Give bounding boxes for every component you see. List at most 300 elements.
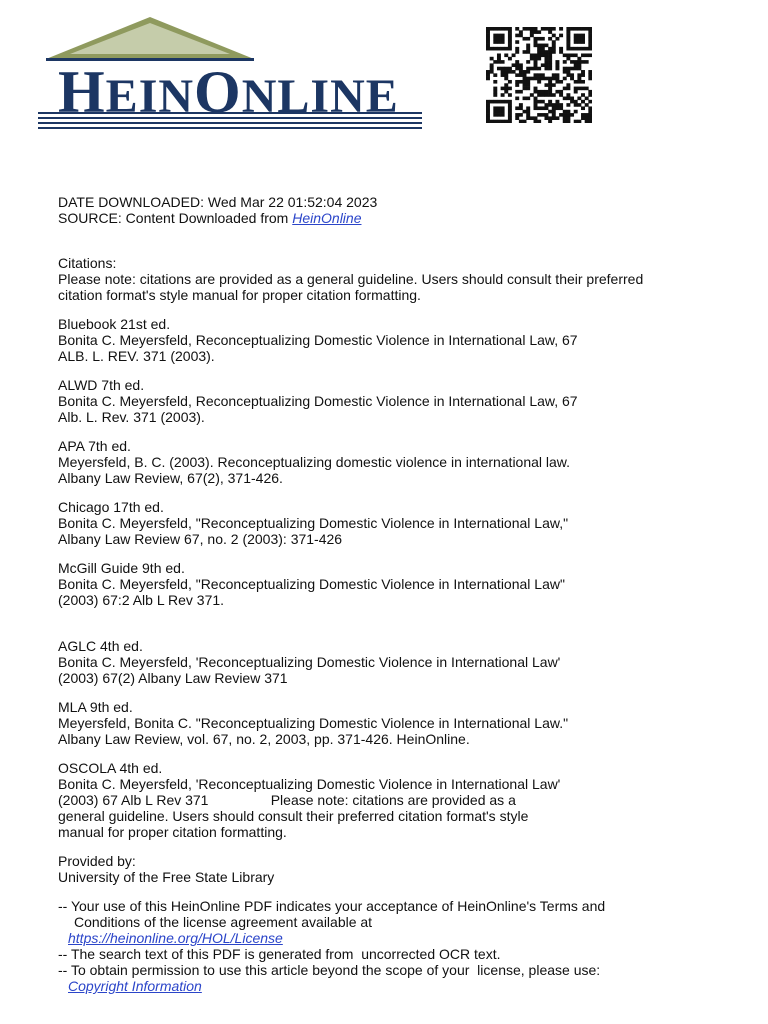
- citation-text: ALB. L. REV. 371 (2003).: [58, 348, 215, 364]
- qr-module: [504, 53, 508, 57]
- qr-module: [552, 77, 556, 81]
- qr-module: [504, 90, 508, 94]
- citation-alwd: [58, 377, 738, 425]
- qr-module: [581, 93, 585, 97]
- qr-module: [508, 80, 512, 84]
- citation-text: Bonita C. Meyersfeld, "Reconceptualizing Domestic Violence in International Law": [58, 576, 565, 592]
- qr-module: [585, 120, 589, 123]
- qr-module: [559, 106, 563, 110]
- qr-module: [570, 77, 574, 81]
- qr-module: [493, 37, 497, 41]
- qr-module: [497, 60, 501, 64]
- qr-module: [515, 80, 519, 84]
- qr-module: [559, 27, 563, 31]
- qr-module: [508, 106, 512, 110]
- qr-module: [585, 60, 589, 64]
- qr-module: [548, 47, 552, 51]
- citation-text: Albany Law Review 67, no. 2 (2003): 371-426: [58, 531, 343, 547]
- citation-text: (2003) 67:2 Alb L Rev 371.: [58, 592, 225, 608]
- citation-text: (2003) 67(2) Albany Law Review 371: [58, 670, 288, 686]
- qr-module: [504, 73, 508, 77]
- qr-module: [552, 93, 556, 97]
- qr-module: [497, 110, 501, 114]
- qr-module: [574, 60, 578, 64]
- qr-module: [541, 37, 545, 41]
- qr-module: [534, 67, 538, 71]
- qr-module: [548, 116, 552, 120]
- qr-module: [501, 73, 505, 77]
- qr-module: [534, 27, 538, 31]
- qr-module: [552, 50, 556, 54]
- qr-module: [519, 120, 523, 123]
- qr-module: [563, 53, 567, 57]
- qr-module: [501, 120, 505, 123]
- ocr-note: -- The search text of this PDF is generated from uncorrected OCR text.: [58, 946, 501, 962]
- qr-module: [490, 63, 494, 67]
- qr-module: [574, 53, 578, 57]
- qr-module: [574, 90, 578, 94]
- qr-module: [523, 80, 527, 84]
- qr-module: [544, 27, 548, 31]
- citation-style-name: Bluebook 21st ed.: [58, 316, 171, 332]
- qr-module: [486, 113, 490, 117]
- qr-module: [566, 87, 570, 91]
- qr-module: [577, 103, 581, 107]
- qr-module: [515, 73, 519, 77]
- qr-module: [534, 73, 538, 77]
- qr-module: [526, 44, 530, 48]
- qr-module: [486, 40, 490, 44]
- provided-by-label: Provided by:: [58, 853, 136, 869]
- qr-module: [581, 87, 585, 91]
- qr-module: [501, 40, 505, 44]
- qr-module: [555, 60, 559, 64]
- qr-module: [555, 100, 559, 104]
- qr-module: [523, 120, 527, 123]
- qr-module: [563, 113, 567, 117]
- qr-module: [559, 50, 563, 54]
- qr-module: [552, 40, 556, 44]
- qr-module: [588, 40, 592, 44]
- download-cover-sheet: [58, 194, 738, 994]
- qr-module: [581, 116, 585, 120]
- qr-module: [534, 77, 538, 81]
- qr-module: [574, 63, 578, 67]
- heinonline-link[interactable]: HeinOnline: [292, 210, 362, 226]
- qr-module: [508, 116, 512, 120]
- copyright-link-line: [58, 978, 738, 994]
- qr-module: [537, 47, 541, 51]
- citation-style-name: APA 7th ed.: [58, 438, 131, 454]
- qr-module: [526, 50, 530, 54]
- qr-module: [548, 110, 552, 114]
- citation-text: Bonita C. Meyersfeld, 'Reconceptualizing Domestic Violence in International Law': [58, 776, 561, 792]
- qr-module: [497, 57, 501, 61]
- qr-module: [523, 97, 527, 101]
- qr-module: [486, 100, 490, 104]
- qr-module: [523, 27, 527, 31]
- qr-module: [544, 53, 548, 57]
- citation-bluebook: [58, 316, 738, 364]
- qr-module: [544, 57, 548, 61]
- qr-module: [526, 113, 530, 117]
- qr-module: [519, 73, 523, 77]
- qr-module: [555, 80, 559, 84]
- qr-module: [530, 67, 534, 71]
- logo-letters-nline: NLINE: [241, 70, 399, 123]
- qr-module: [570, 67, 574, 71]
- qr-module: [563, 67, 567, 71]
- qr-module: [566, 120, 570, 123]
- license-link-line: [58, 930, 738, 946]
- qr-module: [508, 67, 512, 71]
- qr-module: [588, 34, 592, 38]
- qr-module: [566, 34, 570, 38]
- qr-module: [493, 34, 497, 38]
- qr-module: [486, 116, 490, 120]
- qr-module: [486, 73, 490, 77]
- qr-module: [515, 27, 519, 31]
- qr-module: [544, 113, 548, 117]
- qr-code: [486, 27, 592, 123]
- qr-module: [544, 116, 548, 120]
- qr-module: [585, 53, 589, 57]
- citation-text: Albany Law Review, vol. 67, no. 2, 2003, pp. 371-426. HeinOnline.: [58, 731, 470, 747]
- qr-module: [577, 47, 581, 51]
- qr-module: [548, 100, 552, 104]
- qr-module: [574, 87, 578, 91]
- qr-module: [537, 53, 541, 57]
- qr-module: [588, 120, 592, 123]
- qr-module: [566, 113, 570, 117]
- qr-module: [581, 100, 585, 104]
- qr-module: [526, 116, 530, 120]
- qr-module: [566, 116, 570, 120]
- qr-module: [570, 113, 574, 117]
- qr-module: [497, 67, 501, 71]
- qr-module: [555, 103, 559, 107]
- qr-module: [555, 106, 559, 110]
- qr-module: [555, 77, 559, 81]
- qr-module: [534, 57, 538, 61]
- qr-module: [581, 27, 585, 31]
- qr-module: [493, 40, 497, 44]
- qr-module: [486, 27, 490, 31]
- qr-module: [508, 44, 512, 48]
- qr-module: [530, 34, 534, 38]
- qr-module: [526, 70, 530, 74]
- qr-module: [490, 47, 494, 51]
- citation-style-name: MLA 9th ed.: [58, 699, 133, 715]
- qr-module: [581, 53, 585, 57]
- qr-module: [523, 37, 527, 41]
- provider-name: University of the Free State Library: [58, 869, 275, 885]
- qr-module: [548, 53, 552, 57]
- qr-module: [537, 50, 541, 54]
- qr-module: [486, 44, 490, 48]
- qr-module: [548, 63, 552, 67]
- qr-module: [588, 90, 592, 94]
- qr-module: [515, 113, 519, 117]
- qr-module: [555, 116, 559, 120]
- qr-module: [577, 27, 581, 31]
- qr-module: [497, 27, 501, 31]
- logo-letters-ein: EIN: [105, 70, 195, 123]
- qr-module: [552, 73, 556, 77]
- qr-module: [501, 106, 505, 110]
- qr-module: [588, 110, 592, 114]
- qr-module: [585, 116, 589, 120]
- qr-module: [490, 67, 494, 71]
- qr-module: [577, 40, 581, 44]
- terms-line: -- Your use of this HeinOnline PDF indicates your acceptance of HeinOnline's Terms and: [58, 898, 606, 914]
- qr-module: [588, 77, 592, 81]
- qr-module: [490, 120, 494, 123]
- qr-module: [497, 40, 501, 44]
- qr-module: [563, 110, 567, 114]
- qr-module: [574, 103, 578, 107]
- qr-module: [537, 120, 541, 123]
- qr-module: [512, 53, 516, 57]
- qr-module: [526, 106, 530, 110]
- logo-rule-4: [38, 127, 422, 129]
- logo-roof-highlight: [70, 23, 230, 54]
- copyright-information-link[interactable]: Copyright Information: [68, 978, 202, 994]
- qr-module: [537, 100, 541, 104]
- qr-module: [552, 44, 556, 48]
- qr-module: [534, 90, 538, 94]
- qr-module: [515, 63, 519, 67]
- qr-module: [508, 103, 512, 107]
- qr-module: [493, 106, 497, 110]
- qr-module: [534, 44, 538, 48]
- qr-module: [530, 53, 534, 57]
- qr-module: [585, 27, 589, 31]
- qr-module: [493, 120, 497, 123]
- qr-module: [548, 57, 552, 61]
- qr-module: [566, 30, 570, 34]
- qr-module: [570, 73, 574, 77]
- qr-module: [534, 37, 538, 41]
- qr-module: [548, 87, 552, 91]
- qr-module: [581, 60, 585, 64]
- qr-module: [519, 70, 523, 74]
- qr-module: [544, 106, 548, 110]
- qr-module: [577, 97, 581, 101]
- qr-module: [570, 53, 574, 57]
- qr-module: [548, 27, 552, 31]
- qr-module: [544, 44, 548, 48]
- qr-module: [512, 63, 516, 67]
- qr-module: [519, 34, 523, 38]
- qr-module: [544, 50, 548, 54]
- qr-module: [577, 37, 581, 41]
- qr-module: [493, 100, 497, 104]
- qr-module: [515, 50, 519, 54]
- qr-module: [534, 53, 538, 57]
- citation-text: Bonita C. Meyersfeld, "Reconceptualizing Domestic Violence in International Law,": [58, 515, 569, 531]
- qr-module: [486, 37, 490, 41]
- qr-module: [523, 50, 527, 54]
- qr-module: [501, 70, 505, 74]
- source-prefix: SOURCE: Content Downloaded from: [58, 210, 293, 226]
- qr-module: [534, 63, 538, 67]
- qr-module: [530, 30, 534, 34]
- qr-module: [544, 67, 548, 71]
- qr-module: [541, 27, 545, 31]
- qr-module: [541, 90, 545, 94]
- qr-module: [508, 93, 512, 97]
- qr-module: [541, 93, 545, 97]
- terms-line: Conditions of the license agreement available at: [74, 914, 373, 930]
- qr-module: [530, 93, 534, 97]
- qr-module: [570, 100, 574, 104]
- qr-module: [563, 87, 567, 91]
- qr-module: [519, 80, 523, 84]
- qr-module: [508, 34, 512, 38]
- qr-module: [501, 37, 505, 41]
- qr-module: [515, 83, 519, 87]
- qr-module: [493, 90, 497, 94]
- qr-module: [497, 53, 501, 57]
- qr-module: [544, 93, 548, 97]
- citation-text: Alb. L. Rev. 371 (2003).: [58, 409, 205, 425]
- citation-oscola: [58, 760, 738, 840]
- logo-letter-o: O: [194, 59, 242, 125]
- qr-module: [563, 97, 567, 101]
- qr-module: [519, 113, 523, 117]
- qr-module: [541, 53, 545, 57]
- citation-apa: [58, 438, 738, 486]
- qr-module: [552, 110, 556, 114]
- qr-module: [537, 113, 541, 117]
- qr-module: [486, 110, 490, 114]
- citation-chicago: [58, 499, 738, 547]
- qr-module: [504, 27, 508, 31]
- qr-module: [486, 70, 490, 74]
- qr-module: [537, 90, 541, 94]
- qr-module: [541, 47, 545, 51]
- qr-module: [486, 103, 490, 107]
- qr-module: [574, 80, 578, 84]
- qr-module: [508, 87, 512, 91]
- qr-module: [541, 77, 545, 81]
- qr-module: [501, 27, 505, 31]
- qr-module: [588, 73, 592, 77]
- qr-module: [530, 57, 534, 61]
- qr-module: [544, 60, 548, 64]
- qr-module: [559, 80, 563, 84]
- qr-module: [559, 93, 563, 97]
- qr-module: [581, 80, 585, 84]
- qr-module: [548, 93, 552, 97]
- qr-module: [541, 100, 545, 104]
- qr-module: [497, 106, 501, 110]
- citation-text: manual for proper citation formatting.: [58, 824, 287, 840]
- qr-module: [548, 103, 552, 107]
- qr-module: [574, 100, 578, 104]
- qr-module: [544, 77, 548, 81]
- qr-module: [504, 100, 508, 104]
- qr-module: [581, 40, 585, 44]
- qr-module: [526, 87, 530, 91]
- qr-module: [486, 47, 490, 51]
- qr-module: [555, 90, 559, 94]
- qr-module: [493, 73, 497, 77]
- qr-module: [504, 67, 508, 71]
- citation-style-name: Chicago 17th ed.: [58, 499, 164, 515]
- qr-module: [497, 34, 501, 38]
- qr-module: [490, 70, 494, 74]
- qr-module: [563, 77, 567, 81]
- qr-module: [519, 103, 523, 107]
- qr-module: [537, 67, 541, 71]
- qr-module: [585, 97, 589, 101]
- qr-module: [577, 60, 581, 64]
- license-link[interactable]: https://heinonline.org/HOL/License: [68, 930, 283, 946]
- qr-module: [508, 27, 512, 31]
- qr-module: [537, 80, 541, 84]
- qr-module: [577, 77, 581, 81]
- qr-module: [493, 47, 497, 51]
- citation-text: Meyersfeld, B. C. (2003). Reconceptualizing domestic violence in international law.: [58, 454, 571, 470]
- qr-module: [570, 60, 574, 64]
- qr-module: [501, 87, 505, 91]
- qr-module: [486, 77, 490, 81]
- qr-module: [493, 110, 497, 114]
- qr-module: [515, 60, 519, 64]
- qr-module: [534, 97, 538, 101]
- qr-module: [588, 100, 592, 104]
- qr-module: [537, 57, 541, 61]
- qr-module: [526, 37, 530, 41]
- qr-module: [577, 87, 581, 91]
- qr-module: [497, 37, 501, 41]
- qr-module: [559, 47, 563, 51]
- citation-text: Bonita C. Meyersfeld, 'Reconceptualizing Domestic Violence in International Law': [58, 654, 561, 670]
- qr-module: [493, 27, 497, 31]
- qr-module: [548, 90, 552, 94]
- qr-module: [519, 90, 523, 94]
- qr-module: [534, 103, 538, 107]
- qr-module: [574, 27, 578, 31]
- qr-module: [555, 37, 559, 41]
- citation-style-name: AGLC 4th ed.: [58, 638, 143, 654]
- qr-module: [566, 37, 570, 41]
- qr-module: [566, 53, 570, 57]
- qr-module: [563, 60, 567, 64]
- qr-module: [577, 34, 581, 38]
- qr-module: [581, 37, 585, 41]
- qr-module: [526, 110, 530, 114]
- qr-module: [570, 47, 574, 51]
- qr-module: [497, 47, 501, 51]
- qr-module: [588, 44, 592, 48]
- qr-module: [588, 93, 592, 97]
- qr-module: [563, 116, 567, 120]
- qr-module: [501, 93, 505, 97]
- qr-module: [588, 116, 592, 120]
- qr-module: [559, 34, 563, 38]
- permission-note: -- To obtain permission to use this article beyond the scope of your license, please use:: [58, 962, 601, 978]
- qr-module: [501, 60, 505, 64]
- qr-module: [493, 87, 497, 91]
- qr-module: [566, 47, 570, 51]
- heinonline-logo: [36, 14, 428, 132]
- qr-module: [544, 90, 548, 94]
- logo-letter-h: H: [58, 59, 106, 125]
- qr-module: [515, 106, 519, 110]
